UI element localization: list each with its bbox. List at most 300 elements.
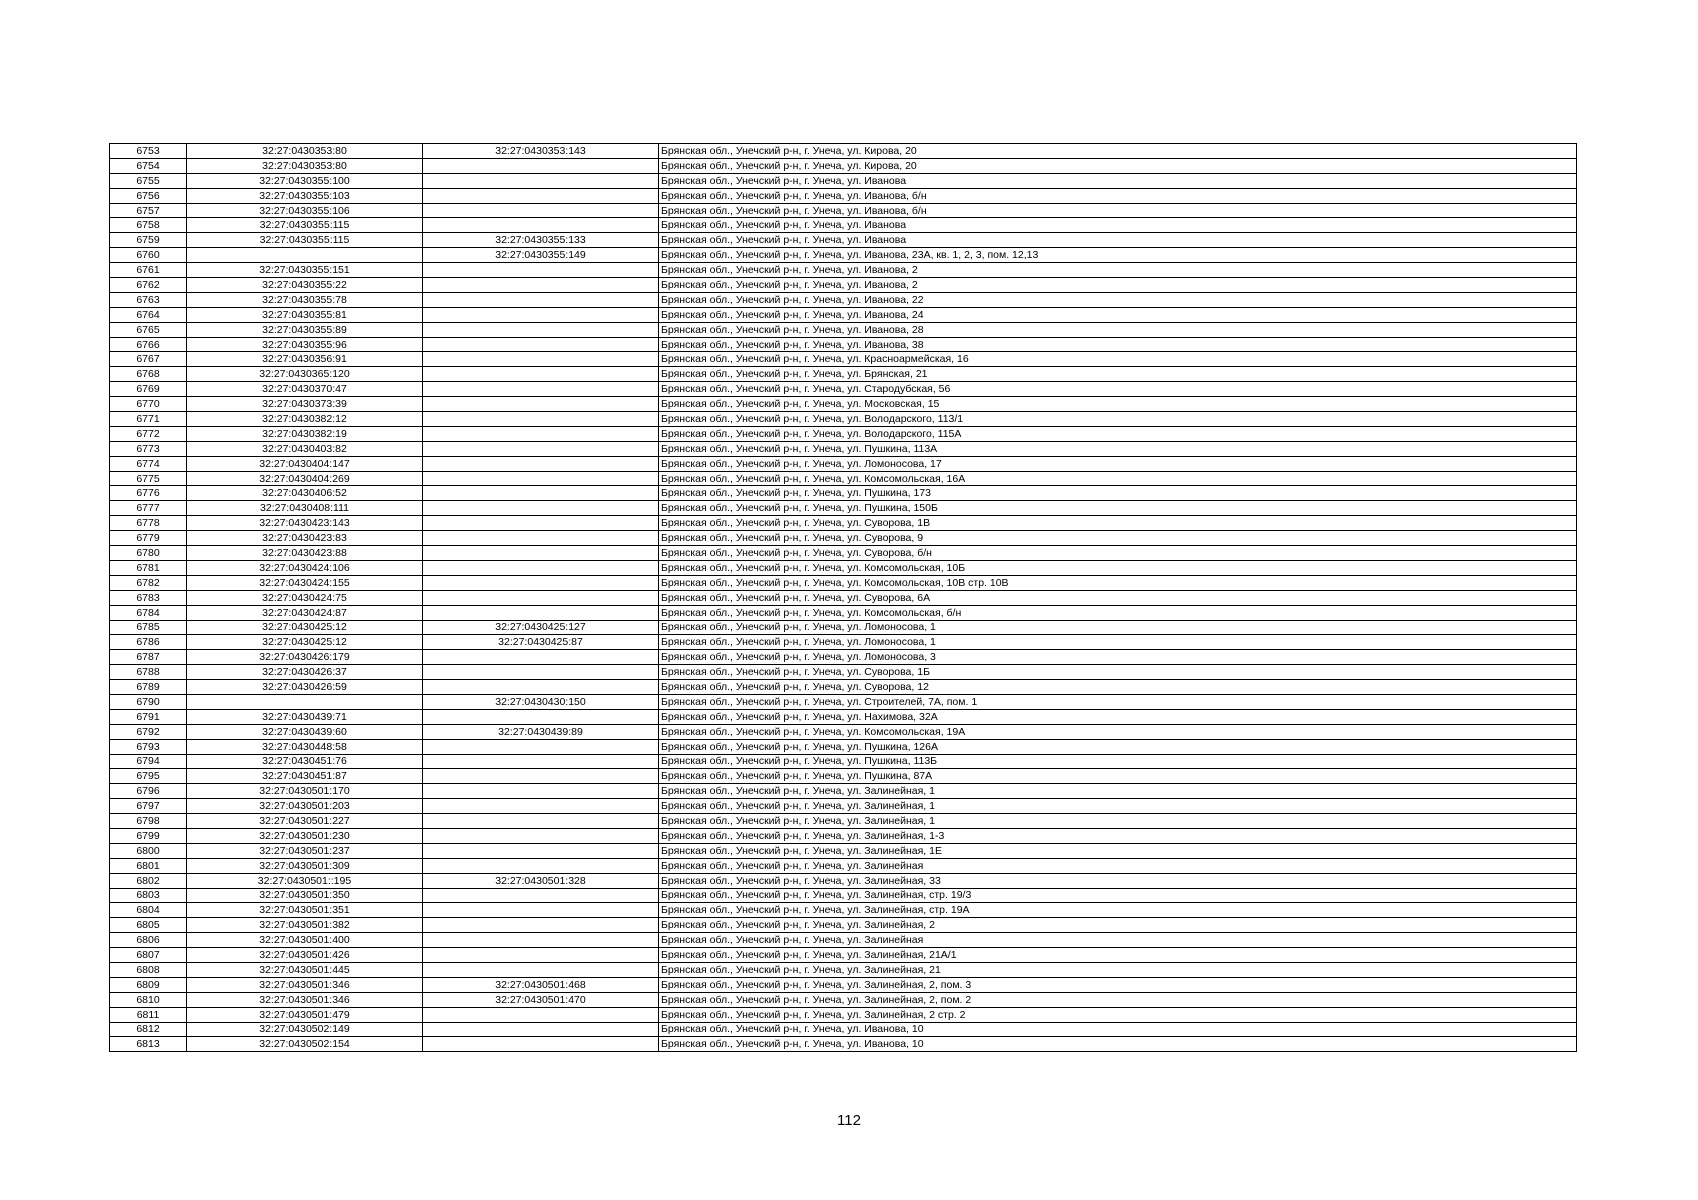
table-row: [110, 412, 1577, 427]
table-row: [110, 635, 1577, 650]
address-cell: Брянская обл., Унечский р-н, г. Унеча, ул. Залинейная, 2 стр. 2: [659, 1007, 1577, 1022]
table-row: [110, 560, 1577, 575]
cadastral-number-cell: 32:27:0430451:76: [187, 754, 423, 769]
related-cadastral-cell: [423, 382, 659, 397]
table-row: [110, 933, 1577, 948]
row-number-cell: 6770: [110, 397, 187, 412]
related-cadastral-cell: [423, 918, 659, 933]
cadastral-number-cell: 32:27:0430426:37: [187, 665, 423, 680]
related-cadastral-cell: [423, 352, 659, 367]
row-number-cell: 6807: [110, 948, 187, 963]
table-row: [110, 516, 1577, 531]
row-number-cell: 6797: [110, 799, 187, 814]
address-cell: Брянская обл., Унечский р-н, г. Унеча, ул. Залинейная: [659, 933, 1577, 948]
cadastral-number-cell: 32:27:0430423:83: [187, 531, 423, 546]
cadastral-number-cell: 32:27:0430424:155: [187, 575, 423, 590]
row-number-cell: 6790: [110, 694, 187, 709]
table-row: [110, 918, 1577, 933]
related-cadastral-cell: 32:27:0430501:470: [423, 992, 659, 1007]
cadastral-number-cell: 32:27:0430501:350: [187, 888, 423, 903]
address-cell: Брянская обл., Унечский р-н, г. Унеча, ул. Залинейная, стр. 19/3: [659, 888, 1577, 903]
table-row: [110, 605, 1577, 620]
cadastral-number-cell: [187, 694, 423, 709]
related-cadastral-cell: [423, 292, 659, 307]
cadastral-number-cell: 32:27:0430501::195: [187, 873, 423, 888]
related-cadastral-cell: [423, 456, 659, 471]
related-cadastral-cell: [423, 754, 659, 769]
cadastral-number-cell: 32:27:0430502:154: [187, 1037, 423, 1052]
related-cadastral-cell: [423, 263, 659, 278]
related-cadastral-cell: [423, 650, 659, 665]
row-number-cell: 6775: [110, 471, 187, 486]
cadastral-number-cell: 32:27:0430408:111: [187, 501, 423, 516]
related-cadastral-cell: [423, 1037, 659, 1052]
cadastral-number-cell: 32:27:0430353:80: [187, 158, 423, 173]
address-cell: Брянская обл., Унечский р-н, г. Унеча, ул. Володарского, 115А: [659, 426, 1577, 441]
address-cell: Брянская обл., Унечский р-н, г. Унеча, ул. Иванова, 28: [659, 322, 1577, 337]
related-cadastral-cell: 32:27:0430425:127: [423, 620, 659, 635]
cadastral-number-cell: 32:27:0430404:269: [187, 471, 423, 486]
related-cadastral-cell: 32:27:0430425:87: [423, 635, 659, 650]
cadastral-number-cell: 32:27:0430425:12: [187, 620, 423, 635]
related-cadastral-cell: [423, 546, 659, 561]
address-cell: Брянская обл., Унечский р-н, г. Унеча, ул. Пушкина, 113А: [659, 441, 1577, 456]
related-cadastral-cell: 32:27:0430353:143: [423, 144, 659, 159]
table-row: [110, 144, 1577, 159]
address-cell: Брянская обл., Унечский р-н, г. Унеча, ул. Кирова, 20: [659, 144, 1577, 159]
address-cell: Брянская обл., Унечский р-н, г. Унеча, ул. Ломоносова, 1: [659, 620, 1577, 635]
address-cell: Брянская обл., Унечский р-н, г. Унеча, ул. Комсомольская, 19А: [659, 724, 1577, 739]
address-cell: Брянская обл., Унечский р-н, г. Унеча, ул. Ломоносова, 1: [659, 635, 1577, 650]
table-row: [110, 843, 1577, 858]
related-cadastral-cell: [423, 948, 659, 963]
table-row: [110, 665, 1577, 680]
related-cadastral-cell: [423, 814, 659, 829]
cadastral-number-cell: 32:27:0430355:115: [187, 233, 423, 248]
related-cadastral-cell: [423, 337, 659, 352]
cadastral-number-cell: 32:27:0430424:75: [187, 590, 423, 605]
cadastral-number-cell: 32:27:0430355:100: [187, 173, 423, 188]
row-number-cell: 6767: [110, 352, 187, 367]
address-cell: Брянская обл., Унечский р-н, г. Унеча, ул. Залинейная, 2: [659, 918, 1577, 933]
related-cadastral-cell: [423, 933, 659, 948]
address-cell: Брянская обл., Унечский р-н, г. Унеча, ул. Суворова, 6А: [659, 590, 1577, 605]
table-row: [110, 158, 1577, 173]
address-cell: Брянская обл., Унечский р-н, г. Унеча, ул. Залинейная, 1-3: [659, 828, 1577, 843]
address-cell: Брянская обл., Унечский р-н, г. Унеча, ул. Нахимова, 32А: [659, 709, 1577, 724]
related-cadastral-cell: [423, 888, 659, 903]
row-number-cell: 6791: [110, 709, 187, 724]
cadastral-number-cell: 32:27:0430501:346: [187, 992, 423, 1007]
row-number-cell: 6776: [110, 486, 187, 501]
cadastral-number-cell: 32:27:0430501:479: [187, 1007, 423, 1022]
cadastral-number-cell: 32:27:0430423:88: [187, 546, 423, 561]
related-cadastral-cell: [423, 531, 659, 546]
cadastral-number-cell: 32:27:0430501:382: [187, 918, 423, 933]
table-row: [110, 754, 1577, 769]
row-number-cell: 6769: [110, 382, 187, 397]
row-number-cell: 6806: [110, 933, 187, 948]
row-number-cell: 6798: [110, 814, 187, 829]
cadastral-number-cell: 32:27:0430501:351: [187, 903, 423, 918]
address-cell: Брянская обл., Унечский р-н, г. Унеча, ул. Суворова, 1Б: [659, 665, 1577, 680]
related-cadastral-cell: 32:27:0430439:89: [423, 724, 659, 739]
address-cell: Брянская обл., Унечский р-н, г. Унеча, ул. Иванова, 2: [659, 278, 1577, 293]
row-number-cell: 6799: [110, 828, 187, 843]
cadastral-number-cell: 32:27:0430355:96: [187, 337, 423, 352]
related-cadastral-cell: [423, 858, 659, 873]
address-cell: Брянская обл., Унечский р-н, г. Унеча, ул. Залинейная: [659, 858, 1577, 873]
row-number-cell: 6774: [110, 456, 187, 471]
address-cell: Брянская обл., Унечский р-н, г. Унеча, ул. Суворова, 1В: [659, 516, 1577, 531]
table-row: [110, 248, 1577, 263]
address-cell: Брянская обл., Унечский р-н, г. Унеча, ул. Комсомольская, 10Б: [659, 560, 1577, 575]
address-cell: Брянская обл., Унечский р-н, г. Унеча, ул. Иванова, б/н: [659, 188, 1577, 203]
cadastral-number-cell: 32:27:0430355:106: [187, 203, 423, 218]
row-number-cell: 6811: [110, 1007, 187, 1022]
table-row: [110, 769, 1577, 784]
row-number-cell: 6762: [110, 278, 187, 293]
table-row: [110, 456, 1577, 471]
row-number-cell: 6810: [110, 992, 187, 1007]
cadastral-number-cell: 32:27:0430501:426: [187, 948, 423, 963]
address-cell: Брянская обл., Унечский р-н, г. Унеча, ул. Залинейная, 1Е: [659, 843, 1577, 858]
related-cadastral-cell: [423, 843, 659, 858]
row-number-cell: 6786: [110, 635, 187, 650]
cadastral-number-cell: 32:27:0430406:52: [187, 486, 423, 501]
address-cell: Брянская обл., Унечский р-н, г. Унеча, ул. Володарского, 113/1: [659, 412, 1577, 427]
address-cell: Брянская обл., Унечский р-н, г. Унеча, ул. Суворова, 12: [659, 680, 1577, 695]
row-number-cell: 6765: [110, 322, 187, 337]
cadastral-number-cell: 32:27:0430373:39: [187, 397, 423, 412]
address-cell: Брянская обл., Унечский р-н, г. Унеча, ул. Суворова, б/н: [659, 546, 1577, 561]
table-row: [110, 799, 1577, 814]
row-number-cell: 6755: [110, 173, 187, 188]
address-cell: Брянская обл., Унечский р-н, г. Унеча, ул. Иванова, 22: [659, 292, 1577, 307]
table-row: [110, 263, 1577, 278]
address-cell: Брянская обл., Унечский р-н, г. Унеча, ул. Московская, 15: [659, 397, 1577, 412]
related-cadastral-cell: [423, 188, 659, 203]
address-cell: Брянская обл., Унечский р-н, г. Унеча, ул. Залинейная, 21: [659, 962, 1577, 977]
table-row: [110, 218, 1577, 233]
table-row: [110, 828, 1577, 843]
related-cadastral-cell: [423, 769, 659, 784]
row-number-cell: 6756: [110, 188, 187, 203]
row-number-cell: 6759: [110, 233, 187, 248]
cadastral-number-cell: 32:27:0430424:87: [187, 605, 423, 620]
table-row: [110, 531, 1577, 546]
table-row: [110, 680, 1577, 695]
table-row: [110, 188, 1577, 203]
address-cell: Брянская обл., Унечский р-н, г. Унеча, ул. Пушкина, 113Б: [659, 754, 1577, 769]
table-row: [110, 546, 1577, 561]
address-cell: Брянская обл., Унечский р-н, г. Унеча, ул. Пушкина, 87А: [659, 769, 1577, 784]
related-cadastral-cell: [423, 799, 659, 814]
row-number-cell: 6783: [110, 590, 187, 605]
table-row: [110, 501, 1577, 516]
row-number-cell: 6768: [110, 367, 187, 382]
address-cell: Брянская обл., Унечский р-н, г. Унеча, ул. Залинейная, 1: [659, 799, 1577, 814]
related-cadastral-cell: [423, 397, 659, 412]
row-number-cell: 6771: [110, 412, 187, 427]
related-cadastral-cell: [423, 516, 659, 531]
table-row: [110, 694, 1577, 709]
related-cadastral-cell: [423, 784, 659, 799]
related-cadastral-cell: [423, 426, 659, 441]
related-cadastral-cell: [423, 575, 659, 590]
related-cadastral-cell: [423, 828, 659, 843]
related-cadastral-cell: [423, 278, 659, 293]
row-number-cell: 6795: [110, 769, 187, 784]
cadastral-number-cell: 32:27:0430501:309: [187, 858, 423, 873]
row-number-cell: 6772: [110, 426, 187, 441]
cadastral-number-cell: 32:27:0430424:106: [187, 560, 423, 575]
table-row: [110, 278, 1577, 293]
cadastral-number-cell: 32:27:0430501:230: [187, 828, 423, 843]
address-cell: Брянская обл., Унечский р-н, г. Унеча, ул. Комсомольская, 10В стр. 10В: [659, 575, 1577, 590]
cadastral-number-cell: 32:27:0430423:143: [187, 516, 423, 531]
table-row: [110, 724, 1577, 739]
cadastral-number-cell: 32:27:0430355:22: [187, 278, 423, 293]
related-cadastral-cell: [423, 158, 659, 173]
related-cadastral-cell: 32:27:0430430:150: [423, 694, 659, 709]
table-row: [110, 352, 1577, 367]
related-cadastral-cell: 32:27:0430355:133: [423, 233, 659, 248]
table-row: [110, 307, 1577, 322]
table-row: [110, 858, 1577, 873]
table-row: [110, 1022, 1577, 1037]
address-cell: Брянская обл., Унечский р-н, г. Унеча, ул. Брянская, 21: [659, 367, 1577, 382]
related-cadastral-cell: [423, 307, 659, 322]
table-row: [110, 397, 1577, 412]
address-cell: Брянская обл., Унечский р-н, г. Унеча, ул. Иванова, б/н: [659, 203, 1577, 218]
related-cadastral-cell: [423, 739, 659, 754]
cadastral-number-cell: 32:27:0430426:179: [187, 650, 423, 665]
related-cadastral-cell: [423, 441, 659, 456]
address-cell: Брянская обл., Унечский р-н, г. Унеча, ул. Пушкина, 126А: [659, 739, 1577, 754]
table-row: [110, 1007, 1577, 1022]
row-number-cell: 6758: [110, 218, 187, 233]
row-number-cell: 6778: [110, 516, 187, 531]
related-cadastral-cell: [423, 486, 659, 501]
related-cadastral-cell: 32:27:0430501:468: [423, 977, 659, 992]
table-row: [110, 233, 1577, 248]
cadastral-number-cell: 32:27:0430355:115: [187, 218, 423, 233]
cadastral-number-cell: 32:27:0430382:12: [187, 412, 423, 427]
cadastral-number-cell: 32:27:0430501:346: [187, 977, 423, 992]
address-cell: Брянская обл., Унечский р-н, г. Унеча, ул. Суворова, 9: [659, 531, 1577, 546]
registry-table: [109, 143, 1577, 1052]
related-cadastral-cell: 32:27:0430501:328: [423, 873, 659, 888]
row-number-cell: 6805: [110, 918, 187, 933]
address-cell: Брянская обл., Унечский р-н, г. Унеча, ул. Иванова, 2: [659, 263, 1577, 278]
row-number-cell: 6808: [110, 962, 187, 977]
address-cell: Брянская обл., Унечский р-н, г. Унеча, ул. Иванова, 38: [659, 337, 1577, 352]
cadastral-number-cell: 32:27:0430501:400: [187, 933, 423, 948]
related-cadastral-cell: [423, 471, 659, 486]
cadastral-number-cell: 32:27:0430403:82: [187, 441, 423, 456]
related-cadastral-cell: [423, 605, 659, 620]
cadastral-number-cell: 32:27:0430382:19: [187, 426, 423, 441]
row-number-cell: 6757: [110, 203, 187, 218]
table-row: [110, 486, 1577, 501]
table-row: [110, 873, 1577, 888]
address-cell: Брянская обл., Унечский р-н, г. Унеча, ул. Иванова, 10: [659, 1022, 1577, 1037]
row-number-cell: 6780: [110, 546, 187, 561]
row-number-cell: 6813: [110, 1037, 187, 1052]
row-number-cell: 6803: [110, 888, 187, 903]
address-cell: Брянская обл., Унечский р-н, г. Унеча, ул. Иванова: [659, 233, 1577, 248]
address-cell: Брянская обл., Унечский р-н, г. Унеча, ул. Иванова: [659, 218, 1577, 233]
table-row: [110, 977, 1577, 992]
address-cell: Брянская обл., Унечский р-н, г. Унеча, ул. Залинейная, 2, пом. 2: [659, 992, 1577, 1007]
related-cadastral-cell: [423, 1022, 659, 1037]
row-number-cell: 6754: [110, 158, 187, 173]
address-cell: Брянская обл., Унечский р-н, г. Унеча, ул. Залинейная, 2, пом. 3: [659, 977, 1577, 992]
table-row: [110, 962, 1577, 977]
cadastral-number-cell: 32:27:0430426:59: [187, 680, 423, 695]
table-row: [110, 903, 1577, 918]
related-cadastral-cell: [423, 709, 659, 724]
table-row: [110, 590, 1577, 605]
row-number-cell: 6789: [110, 680, 187, 695]
table-row: [110, 620, 1577, 635]
table-row: [110, 441, 1577, 456]
related-cadastral-cell: [423, 412, 659, 427]
address-cell: Брянская обл., Унечский р-н, г. Унеча, ул. Залинейная, 1: [659, 814, 1577, 829]
table-row: [110, 784, 1577, 799]
cadastral-number-cell: 32:27:0430355:89: [187, 322, 423, 337]
related-cadastral-cell: [423, 367, 659, 382]
row-number-cell: 6801: [110, 858, 187, 873]
table-row: [110, 337, 1577, 352]
row-number-cell: 6802: [110, 873, 187, 888]
address-cell: Брянская обл., Унечский р-н, г. Унеча, ул. Залинейная, 33: [659, 873, 1577, 888]
address-cell: Брянская обл., Унечский р-н, г. Унеча, ул. Красноармейская, 16: [659, 352, 1577, 367]
row-number-cell: 6785: [110, 620, 187, 635]
cadastral-number-cell: 32:27:0430355:151: [187, 263, 423, 278]
address-cell: Брянская обл., Унечский р-н, г. Унеча, ул. Залинейная, стр. 19А: [659, 903, 1577, 918]
related-cadastral-cell: [423, 962, 659, 977]
row-number-cell: 6794: [110, 754, 187, 769]
row-number-cell: 6796: [110, 784, 187, 799]
row-number-cell: 6761: [110, 263, 187, 278]
cadastral-number-cell: 32:27:0430425:12: [187, 635, 423, 650]
row-number-cell: 6782: [110, 575, 187, 590]
table-row: [110, 203, 1577, 218]
cadastral-number-cell: 32:27:0430355:78: [187, 292, 423, 307]
cadastral-number-cell: 32:27:0430448:58: [187, 739, 423, 754]
address-cell: Брянская обл., Унечский р-н, г. Унеча, ул. Ломоносова, 17: [659, 456, 1577, 471]
cadastral-number-cell: 32:27:0430355:103: [187, 188, 423, 203]
address-cell: Брянская обл., Унечский р-н, г. Унеча, ул. Комсомольская, 16А: [659, 471, 1577, 486]
row-number-cell: 6773: [110, 441, 187, 456]
page-number: 112: [837, 1112, 861, 1129]
related-cadastral-cell: [423, 322, 659, 337]
table-row: [110, 650, 1577, 665]
row-number-cell: 6809: [110, 977, 187, 992]
table-row: [110, 888, 1577, 903]
cadastral-number-cell: 32:27:0430439:60: [187, 724, 423, 739]
row-number-cell: 6753: [110, 144, 187, 159]
cadastral-number-cell: 32:27:0430501:170: [187, 784, 423, 799]
table-row: [110, 814, 1577, 829]
table-row: [110, 992, 1577, 1007]
table-row: [110, 367, 1577, 382]
cadastral-number-cell: 32:27:0430353:80: [187, 144, 423, 159]
address-cell: Брянская обл., Унечский р-н, г. Унеча, ул. Кирова, 20: [659, 158, 1577, 173]
cadastral-number-cell: 32:27:0430356:91: [187, 352, 423, 367]
cadastral-number-cell: 32:27:0430502:149: [187, 1022, 423, 1037]
related-cadastral-cell: [423, 590, 659, 605]
address-cell: Брянская обл., Унечский р-н, г. Унеча, ул. Ломоносова, 3: [659, 650, 1577, 665]
address-cell: Брянская обл., Унечский р-н, г. Унеча, ул. Залинейная, 21А/1: [659, 948, 1577, 963]
cadastral-number-cell: 32:27:0430365:120: [187, 367, 423, 382]
cadastral-number-cell: 32:27:0430501:237: [187, 843, 423, 858]
cadastral-number-cell: 32:27:0430501:227: [187, 814, 423, 829]
related-cadastral-cell: [423, 173, 659, 188]
cadastral-number-cell: 32:27:0430370:47: [187, 382, 423, 397]
row-number-cell: 6763: [110, 292, 187, 307]
row-number-cell: 6781: [110, 560, 187, 575]
address-cell: Брянская обл., Унечский р-н, г. Унеча, ул. Стародубская, 56: [659, 382, 1577, 397]
related-cadastral-cell: [423, 1007, 659, 1022]
row-number-cell: 6793: [110, 739, 187, 754]
row-number-cell: 6784: [110, 605, 187, 620]
row-number-cell: 6788: [110, 665, 187, 680]
table-row: [110, 471, 1577, 486]
cadastral-number-cell: 32:27:0430355:81: [187, 307, 423, 322]
cadastral-number-cell: 32:27:0430501:445: [187, 962, 423, 977]
table-row: [110, 1037, 1577, 1052]
table-row: [110, 173, 1577, 188]
related-cadastral-cell: [423, 903, 659, 918]
table-row: [110, 292, 1577, 307]
table-row: [110, 739, 1577, 754]
address-cell: Брянская обл., Унечский р-н, г. Унеча, ул. Комсомольская, б/н: [659, 605, 1577, 620]
cadastral-number-cell: 32:27:0430439:71: [187, 709, 423, 724]
address-cell: Брянская обл., Унечский р-н, г. Унеча, ул. Иванова: [659, 173, 1577, 188]
address-cell: Брянская обл., Унечский р-н, г. Унеча, ул. Пушкина, 150Б: [659, 501, 1577, 516]
address-cell: Брянская обл., Унечский р-н, г. Унеча, ул. Залинейная, 1: [659, 784, 1577, 799]
row-number-cell: 6760: [110, 248, 187, 263]
related-cadastral-cell: [423, 680, 659, 695]
address-cell: Брянская обл., Унечский р-н, г. Унеча, ул. Пушкина, 173: [659, 486, 1577, 501]
cadastral-number-cell: 32:27:0430404:147: [187, 456, 423, 471]
row-number-cell: 6792: [110, 724, 187, 739]
table-row: [110, 575, 1577, 590]
row-number-cell: 6777: [110, 501, 187, 516]
cadastral-number-cell: 32:27:0430451:87: [187, 769, 423, 784]
row-number-cell: 6779: [110, 531, 187, 546]
table-row: [110, 382, 1577, 397]
related-cadastral-cell: [423, 203, 659, 218]
address-cell: Брянская обл., Унечский р-н, г. Унеча, ул. Строителей, 7А, пом. 1: [659, 694, 1577, 709]
related-cadastral-cell: [423, 218, 659, 233]
table-row: [110, 948, 1577, 963]
row-number-cell: 6800: [110, 843, 187, 858]
address-cell: Брянская обл., Унечский р-н, г. Унеча, ул. Иванова, 24: [659, 307, 1577, 322]
table-row: [110, 322, 1577, 337]
cadastral-number-cell: 32:27:0430501:203: [187, 799, 423, 814]
related-cadastral-cell: [423, 665, 659, 680]
table-body: [110, 144, 1577, 1052]
related-cadastral-cell: [423, 560, 659, 575]
address-cell: Брянская обл., Унечский р-н, г. Унеча, ул. Иванова, 23А, кв. 1, 2, 3, пом. 12,13: [659, 248, 1577, 263]
address-cell: Брянская обл., Унечский р-н, г. Унеча, ул. Иванова, 10: [659, 1037, 1577, 1052]
related-cadastral-cell: 32:27:0430355:149: [423, 248, 659, 263]
row-number-cell: 6764: [110, 307, 187, 322]
